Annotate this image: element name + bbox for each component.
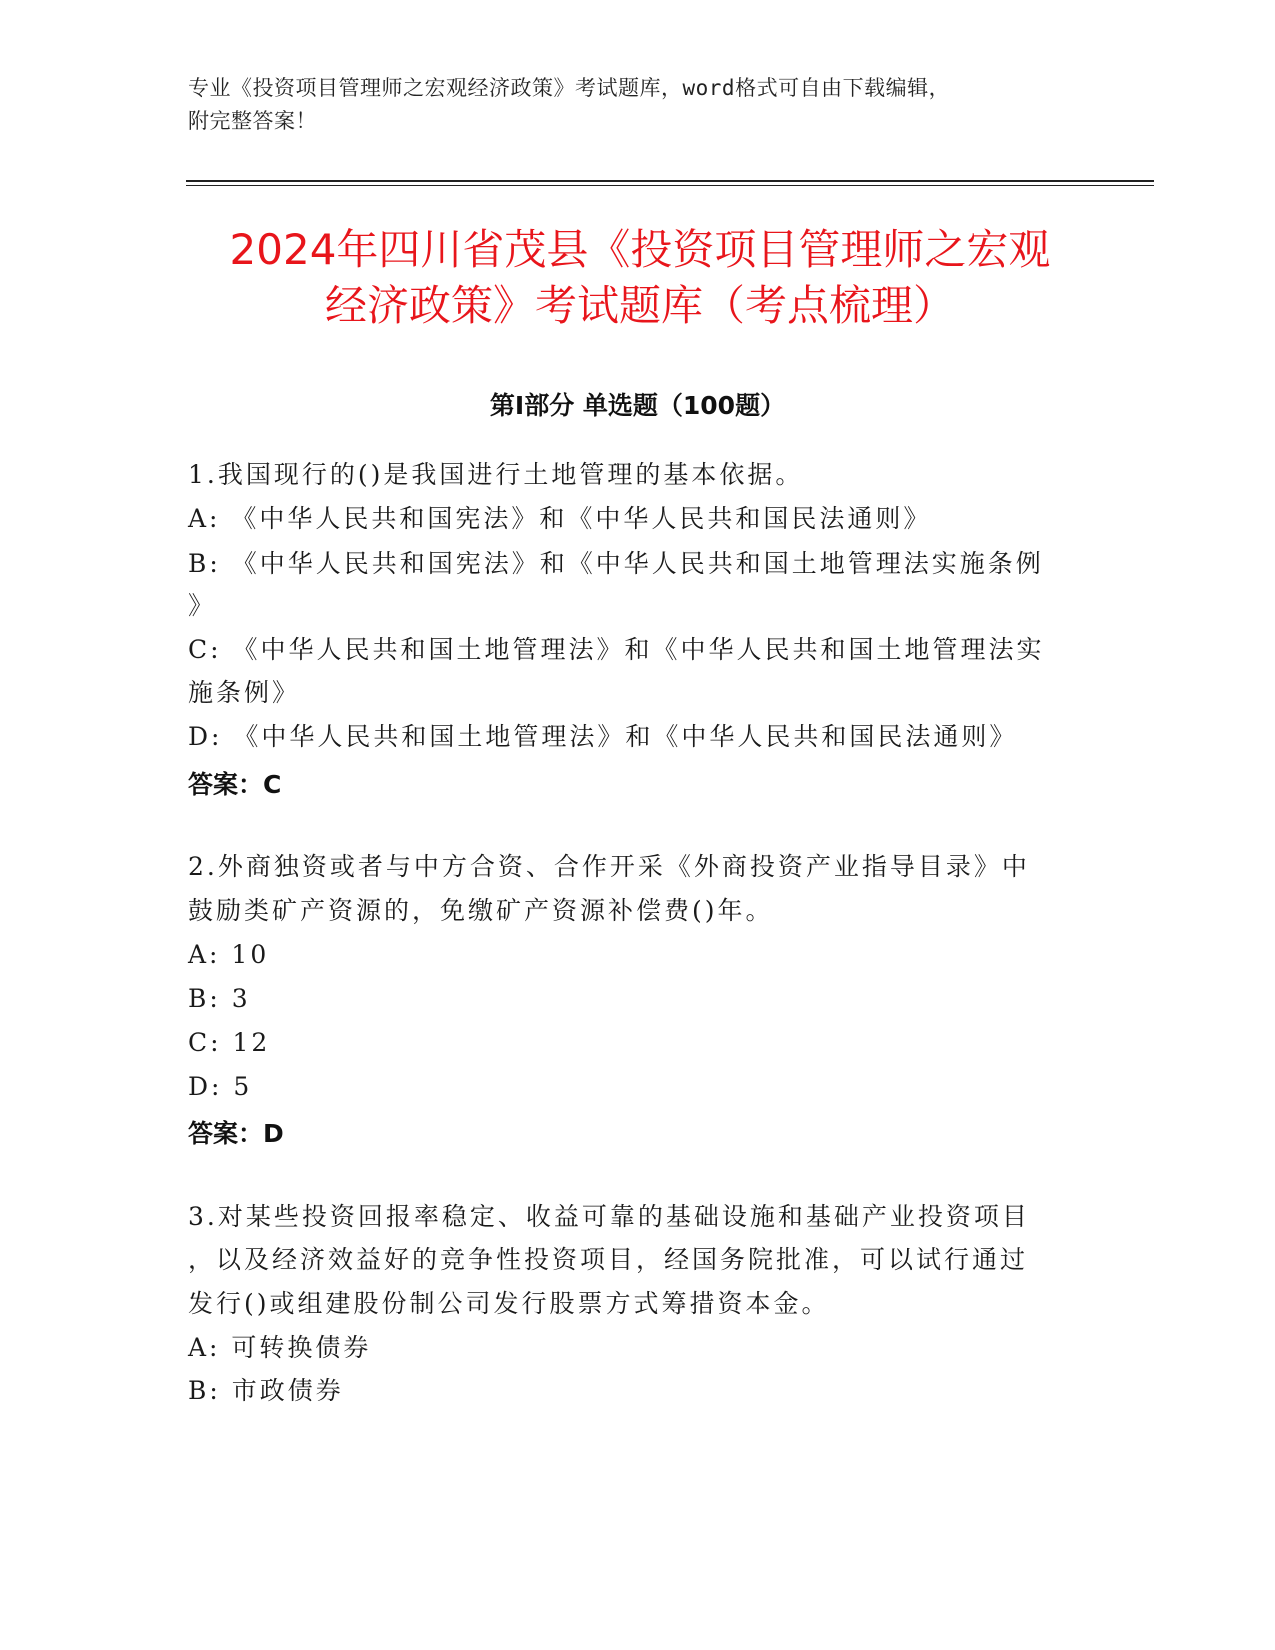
question-2-answer: 答案：D (188, 1119, 284, 1148)
question-3-option-a: A: 可转换债券 (188, 1333, 372, 1362)
question-1-stem: 1.我国现行的()是我国进行土地管理的基本依据。 (188, 460, 804, 489)
question-2-option-d: D: 5 (188, 1072, 253, 1101)
question-2-option-b: B: 3 (188, 984, 251, 1013)
question-2-option-a: A: 10 (188, 940, 270, 969)
question-1-option-c-cont: 施条例》 (188, 678, 301, 707)
question-3-stem-cont: ，以及经济效益好的竞争性投资项目，经国务院批准，可以试行通过 (188, 1245, 1029, 1274)
question-3-stem: 3.对某些投资回报率稳定、收益可靠的基础设施和基础产业投资项目 (188, 1202, 1030, 1231)
question-2-stem-cont: 鼓励类矿产资源的，免缴矿产资源补偿费()年。 (188, 896, 774, 925)
document-title (150, 222, 1130, 334)
question-1-answer: 答案：C (188, 770, 282, 799)
question-1-option-b-cont: 》 (188, 591, 217, 620)
question-1-option-b: B: 《中华人民共和国宪法》和《中华人民共和国土地管理法实施条例 (188, 549, 1044, 578)
header-rule (186, 180, 1154, 182)
document-title-line: 经济政策》考试题库（考点梳理） (324, 281, 955, 330)
section-heading: 第Ⅰ部分 单选题（100题） (489, 391, 786, 420)
question-2-option-c: C: 12 (188, 1028, 271, 1057)
question-2-stem: 2.外商独资或者与中方合资、合作开采《外商投资产业指导目录》中 (188, 852, 1030, 881)
header-note (188, 72, 1088, 138)
question-1-option-d: D: 《中华人民共和国土地管理法》和《中华人民共和国民法通则》 (188, 722, 1018, 751)
header-note-line: 专业《投资项目管理师之宏观经济政策》考试题库，word格式可自由下载编辑， (188, 76, 951, 100)
question-1-option-c: C: 《中华人民共和国土地管理法》和《中华人民共和国土地管理法实 (188, 635, 1045, 664)
header-rule-thin (186, 185, 1154, 186)
question-3-stem-cont: 发行()或组建股份制公司发行股票方式筹措资本金。 (188, 1289, 830, 1318)
document-title-line: 2024年四川省茂县《投资项目管理师之宏观 (229, 225, 1051, 274)
question-3-option-b: B: 市政债券 (188, 1376, 344, 1405)
header-note-line: 附完整答案！ (188, 109, 317, 133)
question-1-option-a: A: 《中华人民共和国宪法》和《中华人民共和国民法通则》 (188, 504, 932, 533)
